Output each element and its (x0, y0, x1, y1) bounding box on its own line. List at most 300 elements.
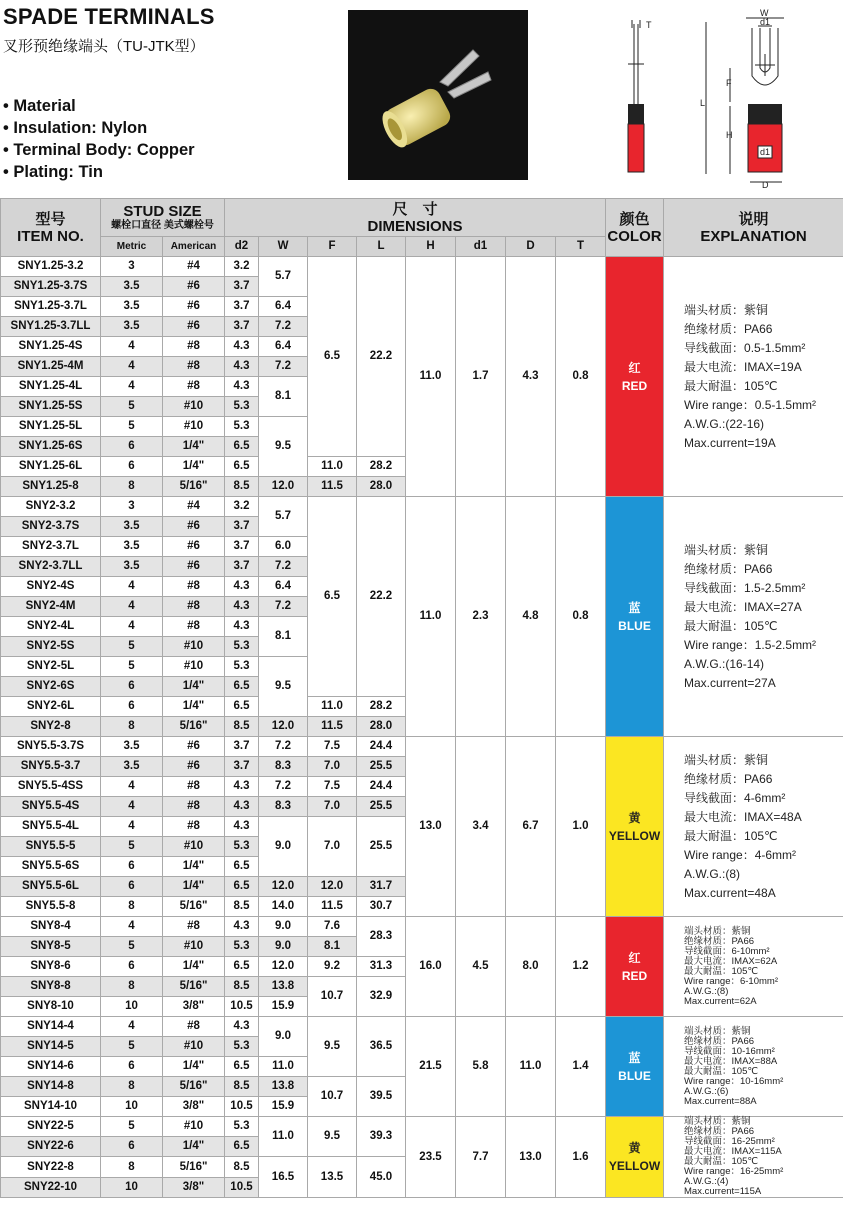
cell-d2: 4.3 (225, 337, 259, 357)
explanation-line: Max.current=27A (684, 675, 776, 690)
cell-d2: 3.7 (225, 757, 259, 777)
cell-w: 5.7 (259, 497, 308, 537)
spec-item: • Material (3, 95, 195, 117)
cell-american: #8 (163, 377, 225, 397)
cell-f: 7.0 (308, 817, 357, 877)
cell-f: 13.5 (308, 1157, 357, 1198)
cell-american: 5/16" (163, 897, 225, 917)
cell-w: 13.8 (259, 977, 308, 997)
cell-american: #10 (163, 1117, 225, 1137)
table-row (1, 1117, 843, 1137)
cell-d: 11.0 (506, 1017, 556, 1117)
cell-f: 10.7 (308, 1077, 357, 1117)
cell-metric: 5 (101, 397, 163, 417)
cell-metric: 5 (101, 637, 163, 657)
cell-metric: 6 (101, 857, 163, 877)
header-stud-cn: 螺栓口直径 美式螺栓号 (111, 220, 214, 231)
cell-item-no: SNY14-10 (1, 1097, 101, 1117)
cell-item-no: SNY22-6 (1, 1137, 101, 1157)
cell-d2: 5.3 (225, 937, 259, 957)
explanation-line: Max.current=19A (684, 435, 776, 450)
cell-american: 3/8" (163, 1097, 225, 1117)
explanation-line: A.W.G.:(8) (684, 866, 741, 881)
cell-h: 11.0 (406, 257, 456, 497)
cell-item-no: SNY8-8 (1, 977, 101, 997)
cell-american: #6 (163, 297, 225, 317)
cell-american: #8 (163, 357, 225, 377)
spec-item: • Terminal Body: Copper (3, 139, 195, 161)
cell-item-no: SNY5.5-6S (1, 857, 101, 877)
cell-metric: 3.5 (101, 737, 163, 757)
cell-w: 7.2 (259, 597, 308, 617)
header-stud-size (101, 199, 225, 237)
color-name-cn: 红 (628, 950, 641, 965)
cell-f: 11.5 (308, 897, 357, 917)
cell-d2: 8.5 (225, 1077, 259, 1097)
cell-american: #6 (163, 277, 225, 297)
explanation-cell (664, 917, 843, 1017)
cell-item-no: SNY2-8 (1, 717, 101, 737)
explanation-line: Wire range：0.5-1.5mm² (684, 397, 817, 412)
cell-metric: 3.5 (101, 277, 163, 297)
cell-f: 12.0 (308, 877, 357, 897)
cell-american: #10 (163, 397, 225, 417)
cell-f: 11.0 (308, 457, 357, 477)
explanation-line: 导线截面：4-6mm² (684, 790, 786, 805)
explanation-line: 绝缘材质：PA66 (684, 561, 773, 576)
cell-l: 45.0 (357, 1157, 406, 1198)
header-model-cn: 型号 (35, 210, 66, 228)
cell-t: 1.4 (556, 1017, 606, 1117)
header-w: W (259, 237, 308, 257)
cell-metric: 6 (101, 1137, 163, 1157)
cell-d2: 6.5 (225, 457, 259, 477)
cell-l: 32.9 (357, 977, 406, 1017)
cell-item-no: SNY2-5L (1, 657, 101, 677)
cell-d2: 3.2 (225, 497, 259, 517)
cell-d: 8.0 (506, 917, 556, 1017)
cell-w: 9.5 (259, 657, 308, 717)
explanation-cell (664, 1117, 843, 1198)
page-subtitle: 叉形预绝缘端头（TU-JTK型） (3, 38, 205, 55)
cell-metric: 4 (101, 817, 163, 837)
cell-t: 1.6 (556, 1117, 606, 1198)
color-swatch (606, 1117, 664, 1198)
cell-d1: 3.4 (456, 737, 506, 917)
cell-american: #4 (163, 257, 225, 277)
cell-item-no: SNY2-6L (1, 697, 101, 717)
explanation-line: 最大电流：IMAX=62A (684, 955, 778, 967)
cell-metric: 4 (101, 1017, 163, 1037)
cell-d2: 3.7 (225, 317, 259, 337)
header-model-en: ITEM NO. (17, 227, 84, 245)
cell-american: 1/4" (163, 677, 225, 697)
cell-d: 6.7 (506, 737, 556, 917)
cell-metric: 4 (101, 617, 163, 637)
cell-american: 5/16" (163, 1157, 225, 1178)
explanation-line: Wire range：1.5-2.5mm² (684, 637, 817, 652)
cell-metric: 8 (101, 977, 163, 997)
cell-d2: 3.2 (225, 257, 259, 277)
cell-american: #8 (163, 917, 225, 937)
cell-w: 9.0 (259, 1017, 308, 1057)
explanation-line: 最大电流：IMAX=27A (684, 599, 802, 614)
explanation-line: 端头材质：紫铜 (684, 925, 751, 937)
cell-item-no: SNY14-8 (1, 1077, 101, 1097)
cell-d2: 10.5 (225, 997, 259, 1017)
cell-d2: 5.3 (225, 1117, 259, 1137)
cell-f: 7.5 (308, 777, 357, 797)
page-title: SPADE TERMINALS (3, 4, 215, 29)
cell-item-no: SNY8-6 (1, 957, 101, 977)
explanation-line: Wire range：6-10mm² (684, 975, 778, 987)
cell-metric: 5 (101, 937, 163, 957)
cell-d2: 4.3 (225, 1017, 259, 1037)
color-swatch (606, 497, 664, 737)
cell-l: 22.2 (357, 257, 406, 457)
cell-american: #4 (163, 497, 225, 517)
dim-label: L (700, 98, 706, 108)
cell-d2: 8.5 (225, 1157, 259, 1178)
cell-item-no: SNY1.25-3.7L (1, 297, 101, 317)
table-body (1, 257, 843, 1198)
cell-d2: 3.7 (225, 297, 259, 317)
cell-d1: 5.8 (456, 1017, 506, 1117)
header-color-cn: 颜色 (619, 210, 650, 228)
cell-metric: 6 (101, 437, 163, 457)
color-name-en: RED (621, 968, 648, 983)
cell-item-no: SNY2-4M (1, 597, 101, 617)
explanation-line: 最大耐温：105℃ (684, 965, 759, 977)
cell-d2: 6.5 (225, 677, 259, 697)
cell-item-no: SNY2-6S (1, 677, 101, 697)
cell-item-no: SNY14-4 (1, 1017, 101, 1037)
cell-d2: 3.7 (225, 537, 259, 557)
cell-metric: 4 (101, 577, 163, 597)
cell-h: 11.0 (406, 497, 456, 737)
cell-d2: 3.7 (225, 277, 259, 297)
cell-h: 23.5 (406, 1117, 456, 1198)
cell-item-no: SNY14-5 (1, 1037, 101, 1057)
header-h: H (406, 237, 456, 257)
table-row (1, 497, 843, 517)
cell-american: #6 (163, 757, 225, 777)
cell-american: #8 (163, 797, 225, 817)
cell-item-no: SNY5.5-6L (1, 877, 101, 897)
color-name-cn: 红 (628, 360, 641, 375)
cell-d2: 5.3 (225, 637, 259, 657)
cell-metric: 6 (101, 1057, 163, 1077)
explanation-line: 导线截面：0.5-1.5mm² (684, 340, 806, 355)
cell-d2: 5.3 (225, 417, 259, 437)
cell-d2: 3.7 (225, 517, 259, 537)
color-name-en: YELLOW (608, 828, 661, 843)
cell-d2: 4.3 (225, 617, 259, 637)
cell-d2: 8.5 (225, 897, 259, 917)
cell-f: 8.1 (308, 937, 357, 957)
cell-metric: 6 (101, 697, 163, 717)
cell-l: 28.2 (357, 457, 406, 477)
cell-american: 1/4" (163, 857, 225, 877)
cell-w: 13.8 (259, 1077, 308, 1097)
header-color (606, 199, 664, 257)
cell-f: 7.6 (308, 917, 357, 937)
color-name-cn: 蓝 (628, 1050, 641, 1065)
cell-item-no: SNY2-3.7L (1, 537, 101, 557)
cell-l: 25.5 (357, 817, 406, 877)
cell-item-no: SNY14-6 (1, 1057, 101, 1077)
cell-metric: 3.5 (101, 517, 163, 537)
cell-d2: 6.5 (225, 877, 259, 897)
cell-metric: 3.5 (101, 537, 163, 557)
cell-american: #8 (163, 337, 225, 357)
table-row (1, 1017, 843, 1037)
cell-l: 30.7 (357, 897, 406, 917)
cell-item-no: SNY1.25-5S (1, 397, 101, 417)
header-dim-en: DIMENSIONS (367, 217, 463, 235)
dim-label: d1 (760, 17, 771, 27)
cell-d: 4.3 (506, 257, 556, 497)
cell-metric: 10 (101, 997, 163, 1017)
header-d1: d1 (456, 237, 506, 257)
cell-item-no: SNY8-10 (1, 997, 101, 1017)
cell-d2: 10.5 (225, 1097, 259, 1117)
explanation-line: A.W.G.:(16-14) (684, 656, 765, 671)
cell-metric: 4 (101, 377, 163, 397)
cell-w: 9.0 (259, 937, 308, 957)
cell-f: 7.5 (308, 737, 357, 757)
cell-f: 11.0 (308, 697, 357, 717)
dim-label: d1 (760, 147, 771, 157)
cell-american: 1/4" (163, 957, 225, 977)
cell-w: 7.2 (259, 777, 308, 797)
cell-w: 5.7 (259, 257, 308, 297)
cell-d2: 6.5 (225, 437, 259, 457)
cell-d2: 6.5 (225, 957, 259, 977)
cell-american: 1/4" (163, 457, 225, 477)
explanation-line: A.W.G.:(22-16) (684, 416, 765, 431)
dim-label: T (646, 20, 652, 30)
cell-item-no: SNY1.25-6L (1, 457, 101, 477)
cell-l: 28.3 (357, 917, 406, 957)
cell-american: 1/4" (163, 1137, 225, 1157)
cell-f: 7.0 (308, 797, 357, 817)
cell-metric: 6 (101, 957, 163, 977)
cell-item-no: SNY5.5-3.7 (1, 757, 101, 777)
dim-label: H (726, 130, 733, 140)
cell-d2: 3.7 (225, 737, 259, 757)
cell-w: 9.5 (259, 417, 308, 477)
cell-l: 24.4 (357, 777, 406, 797)
explanation-line: 端头材质：紫铜 (684, 302, 769, 317)
explanation-line: 绝缘材质：PA66 (684, 321, 773, 336)
cell-item-no: SNY1.25-5L (1, 417, 101, 437)
explanation-cell (664, 497, 843, 737)
cell-metric: 4 (101, 357, 163, 377)
cell-w: 6.4 (259, 297, 308, 317)
cell-t: 0.8 (556, 497, 606, 737)
cell-metric: 4 (101, 797, 163, 817)
cell-l: 36.5 (357, 1017, 406, 1077)
cell-american: #10 (163, 837, 225, 857)
explanation-line: 绝缘材质：PA66 (684, 935, 755, 947)
cell-l: 25.5 (357, 797, 406, 817)
explanation-line: Max.current=48A (684, 885, 776, 900)
explanation-line: 绝缘材质：PA66 (684, 1035, 755, 1047)
cell-metric: 8 (101, 1157, 163, 1178)
cell-w: 14.0 (259, 897, 308, 917)
explanation-line: Max.current=88A (684, 1095, 757, 1107)
header-d2: d2 (225, 237, 259, 257)
explanation-line: Max.current=62A (684, 995, 757, 1007)
cell-l: 31.3 (357, 957, 406, 977)
cell-american: #6 (163, 557, 225, 577)
header-f: F (308, 237, 357, 257)
explanation-line: Wire range：4-6mm² (684, 847, 797, 862)
dim-label: D (762, 180, 769, 190)
color-name-en: YELLOW (608, 1159, 661, 1173)
cell-american: 5/16" (163, 477, 225, 497)
color-name-en: BLUE (618, 1068, 651, 1083)
explanation-line: A.W.G.:(8) (684, 985, 729, 997)
cell-d2: 3.7 (225, 557, 259, 577)
cell-american: #6 (163, 517, 225, 537)
cell-d1: 4.5 (456, 917, 506, 1017)
cell-metric: 5 (101, 657, 163, 677)
cell-american: 1/4" (163, 1057, 225, 1077)
spec-list (3, 95, 195, 183)
cell-item-no: SNY1.25-4L (1, 377, 101, 397)
cell-item-no: SNY5.5-3.7S (1, 737, 101, 757)
cell-w: 9.0 (259, 917, 308, 937)
cell-l: 39.5 (357, 1077, 406, 1117)
cell-l: 39.3 (357, 1117, 406, 1157)
cell-l: 25.5 (357, 757, 406, 777)
color-name-cn: 黄 (628, 810, 641, 825)
cell-w: 12.0 (259, 957, 308, 977)
cell-w: 12.0 (259, 477, 308, 497)
color-swatch (606, 917, 664, 1017)
spec-item: • Insulation: Nylon (3, 117, 195, 139)
cell-w: 7.2 (259, 737, 308, 757)
cell-t: 1.2 (556, 917, 606, 1017)
cell-metric: 4 (101, 337, 163, 357)
header-stud-en: STUD SIZE (123, 203, 202, 220)
table-row (1, 257, 843, 277)
explanation-line: 端头材质：紫铜 (684, 1116, 751, 1127)
cell-american: #6 (163, 737, 225, 757)
cell-d2: 4.3 (225, 797, 259, 817)
cell-metric: 4 (101, 597, 163, 617)
explanation-line: 最大电流：IMAX=48A (684, 809, 802, 824)
color-name-cn: 蓝 (628, 600, 641, 615)
explanation-line: 最大电流：IMAX=88A (684, 1055, 778, 1067)
cell-w: 8.3 (259, 757, 308, 777)
cell-metric: 5 (101, 1117, 163, 1137)
explanation-line: 最大电流：IMAX=115A (684, 1146, 782, 1157)
cell-american: #8 (163, 817, 225, 837)
spec-item: • Plating: Tin (3, 161, 195, 183)
header-l: L (357, 237, 406, 257)
explanation-line: Max.current=115A (684, 1186, 762, 1197)
cell-w: 6.0 (259, 537, 308, 557)
header-dim-cn: 尺 寸 (392, 200, 438, 218)
cell-item-no: SNY5.5-4S (1, 797, 101, 817)
cell-w: 7.2 (259, 557, 308, 577)
cell-d2: 6.5 (225, 857, 259, 877)
cell-d2: 4.3 (225, 597, 259, 617)
cell-w: 7.2 (259, 317, 308, 337)
cell-metric: 5 (101, 417, 163, 437)
cell-item-no: SNY2-4S (1, 577, 101, 597)
cell-american: #8 (163, 617, 225, 637)
cell-item-no: SNY2-3.2 (1, 497, 101, 517)
explanation-line: 绝缘材质：PA66 (684, 771, 773, 786)
cell-metric: 3.5 (101, 297, 163, 317)
header-explanation (664, 199, 843, 257)
cell-d2: 10.5 (225, 1178, 259, 1198)
cell-american: #10 (163, 937, 225, 957)
cell-item-no: SNY1.25-3.7LL (1, 317, 101, 337)
header-exp-cn: 说明 (738, 210, 769, 228)
cell-item-no: SNY5.5-8 (1, 897, 101, 917)
header-d: D (506, 237, 556, 257)
cell-american: #6 (163, 317, 225, 337)
color-swatch (606, 257, 664, 497)
cell-f: 11.5 (308, 477, 357, 497)
cell-h: 21.5 (406, 1017, 456, 1117)
cell-d: 13.0 (506, 1117, 556, 1198)
cell-american: #6 (163, 537, 225, 557)
dim-label: W (760, 8, 769, 18)
cell-american: #8 (163, 1017, 225, 1037)
cell-metric: 6 (101, 877, 163, 897)
cell-metric: 4 (101, 917, 163, 937)
header-american: American (163, 237, 225, 257)
cell-l: 31.7 (357, 877, 406, 897)
cell-metric: 4 (101, 777, 163, 797)
explanation-line: 绝缘材质：PA66 (684, 1126, 755, 1137)
cell-d2: 8.5 (225, 477, 259, 497)
cell-w: 7.2 (259, 357, 308, 377)
cell-item-no: SNY1.25-6S (1, 437, 101, 457)
cell-w: 8.1 (259, 377, 308, 417)
cell-d2: 5.3 (225, 397, 259, 417)
cell-metric: 3.5 (101, 757, 163, 777)
cell-american: 1/4" (163, 437, 225, 457)
header-metric: Metric (101, 237, 163, 257)
product-photo (348, 10, 528, 180)
cell-f: 9.5 (308, 1017, 357, 1077)
cell-f: 7.0 (308, 757, 357, 777)
cell-d: 4.8 (506, 497, 556, 737)
explanation-line: 最大耐温：105℃ (684, 378, 778, 393)
cell-metric: 8 (101, 897, 163, 917)
cell-metric: 8 (101, 717, 163, 737)
cell-item-no: SNY5.5-4SS (1, 777, 101, 797)
cell-item-no: SNY1.25-8 (1, 477, 101, 497)
cell-f: 9.5 (308, 1117, 357, 1157)
cell-d2: 8.5 (225, 977, 259, 997)
explanation-line: Wire range：10-16mm² (684, 1075, 784, 1087)
cell-l: 28.0 (357, 717, 406, 737)
cell-metric: 5 (101, 1037, 163, 1057)
cell-metric: 8 (101, 1077, 163, 1097)
cell-american: #8 (163, 597, 225, 617)
cell-metric: 3.5 (101, 317, 163, 337)
cell-item-no: SNY1.25-4S (1, 337, 101, 357)
table-row (1, 917, 843, 937)
